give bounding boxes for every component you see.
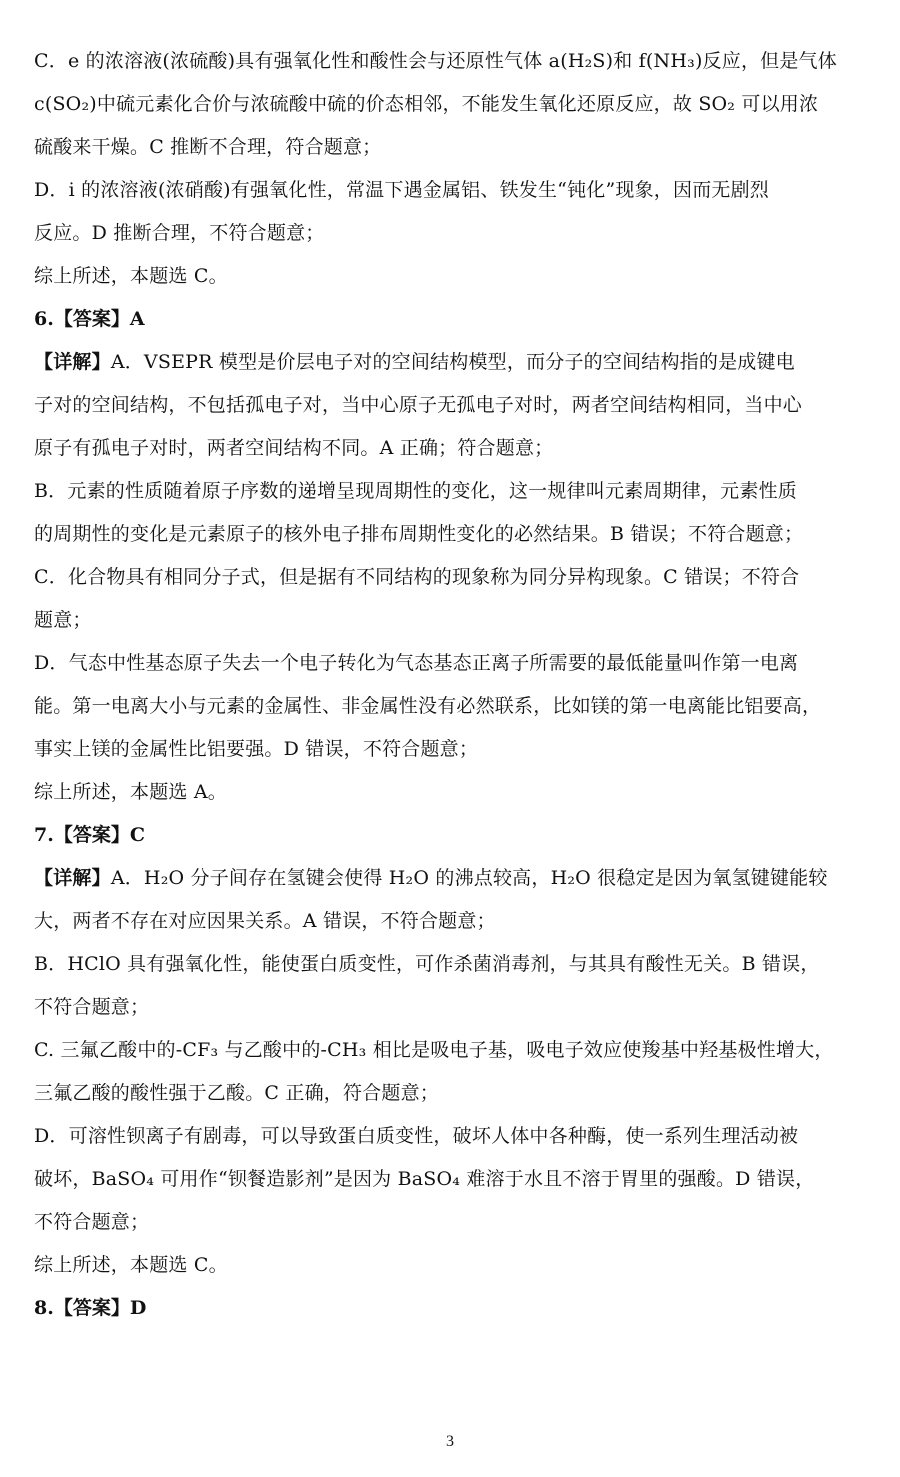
q7-option-b-line: B．HClO 具有强氧化性，能使蛋白质变性，可作杀菌消毒剂，与其具有酸性无关。B 错误， [34,953,820,975]
q6-option-c-line: C．化合物具有相同分子式，但是据有不同结构的现象称为同分异构现象。C 错误；不符合 [34,566,800,588]
q7-option-a-line: 大，两者不存在对应因果关系。A 错误，不符合题意； [34,910,496,932]
q7-answer-heading: 7.【答案】C [34,824,145,846]
q6-summary: 综上所述，本题选 A。 [34,781,227,803]
q6-option-d-line: 能。第一电离大小与元素的金属性、非金属性没有必然联系，比如镁的第一电离能比铝要高， [34,695,822,717]
q6-option-d-line: D．气态中性基态原子失去一个电子转化为气态基态正离子所需要的最低能量叫作第一电离 [34,652,799,674]
q6-option-a-line: 子对的空间结构，不包括孤电子对，当中心原子无孤电子对时，两者空间结构相同，当中心 [34,394,803,416]
q5-option-c-line: 硫酸来干燥。C 推断不合理，符合题意； [34,136,382,158]
q7-option-c-line: 三氟乙酸的酸性强于乙酸。C 正确，符合题意； [34,1082,439,1104]
q5-summary: 综上所述，本题选 C。 [34,265,228,287]
q8-answer-heading: 8.【答案】D [34,1297,147,1319]
q6-option-a-line: 原子有孤电子对时，两者空间结构不同。A 正确；符合题意； [34,437,554,459]
q6-detail-label: 【详解】 [34,351,111,373]
q7-option-a-line [34,857,866,900]
q7-detail-label: 【详解】 [34,867,111,889]
page-number: 3 [446,1433,454,1450]
q5-option-c-line: c(SO₂)中硫元素化合价与浓硫酸中硫的价态相邻，不能发生氧化还原反应，故 SO₂ 可以用浓 [34,93,819,115]
q7-summary: 综上所述，本题选 C。 [34,1254,228,1276]
q5-option-d-line: 反应。D 推断合理，不符合题意； [34,222,325,244]
document-page [34,40,866,1330]
q6-option-d-line: 事实上镁的金属性比铝要强。D 错误，不符合题意； [34,738,479,760]
q7-option-d-line: D．可溶性钡离子有剧毒，可以导致蛋白质变性，破坏人体中各种酶，使一系列生理活动被 [34,1125,799,1147]
q7-option-a-text: A．H₂O 分子间存在氢键会使得 H₂O 的沸点较高，H₂O 很稳定是因为氧氢键键能较 [110,867,828,889]
q7-option-b-line: 不符合题意； [34,996,150,1018]
q5-option-d-line: D．i 的浓溶液(浓硝酸)有强氧化性，常温下遇金属铝、铁发生“钝化”现象，因而无剧烈 [34,179,770,201]
q7-option-d-line: 破坏，BaSO₄ 可用作“钡餐造影剂”是因为 BaSO₄ 难溶于水且不溶于胃里的强酸。D 错误， [34,1168,815,1190]
q6-option-c-line: 题意； [34,609,92,631]
q6-option-b-line: B．元素的性质随着原子序数的递增呈现周期性的变化，这一规律叫元素周期律，元素性质 [34,480,797,502]
q5-option-c-line: C．e 的浓溶液(浓硫酸)具有强氧化性和酸性会与还原性气体 a(H₂S)和 f(NH₃)反应，但是气体 [34,50,837,72]
q6-option-a-text: A．VSEPR 模型是价层电子对的空间结构模型，而分子的空间结构指的是成键电 [110,351,795,373]
q7-option-d-line: 不符合题意； [34,1211,150,1233]
q6-option-a-line [34,341,866,384]
q6-answer-heading: 6.【答案】A [34,308,145,330]
q7-option-c-line: C. 三氟乙酸中的-CF₃ 与乙酸中的-CH₃ 相比是吸电子基，吸电子效应使羧基中羟基极性增大， [34,1039,834,1061]
q6-option-b-line: 的周期性的变化是元素原子的核外电子排布周期性变化的必然结果。B 错误；不符合题意； [34,523,804,545]
